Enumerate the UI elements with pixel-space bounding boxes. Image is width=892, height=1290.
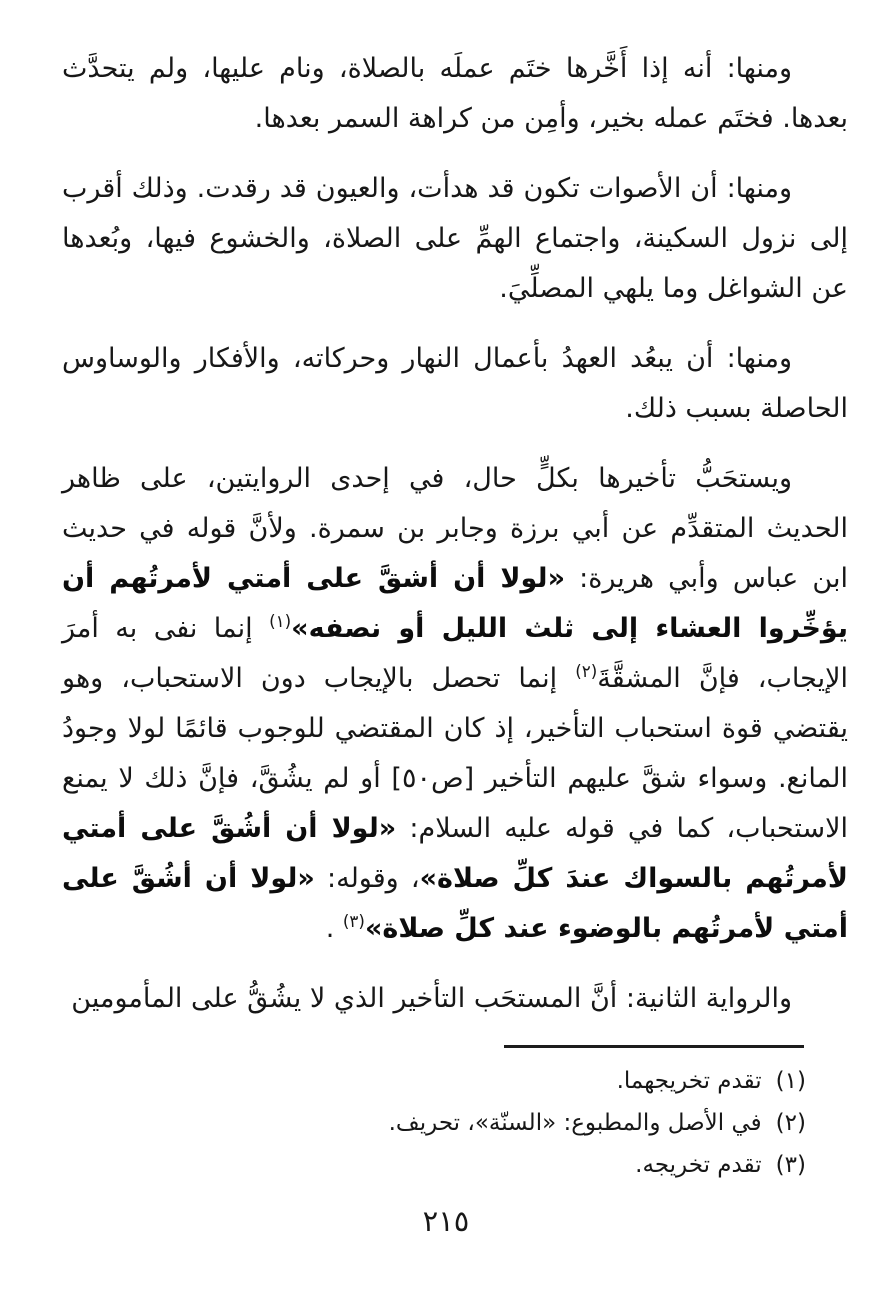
body-run: ومنها: أنه إذا أَخَّرها ختَم عملَه بالصلاة، ونام عليها، ولم يتحدَّث بعدها. فختَم عمله بخير، وأمِن من كراهة السمر بعدها. — [62, 53, 848, 134]
body-run: . — [325, 913, 343, 944]
body-run: ، وقوله: — [314, 863, 420, 894]
footnote-ref: (١) — [269, 611, 292, 631]
body-text — [62, 44, 848, 1044]
body-run: إنما تحصل بالإيجاب دون الاستحباب، وهو يقتضي قوة استحباب التأخير، إذ كان المقتضي للوجوب قائمًا لولا وجودُ المانع. وسواء شقَّ عليهم التأخير [ص٥٠] أو لم يشُقَّ، فإنَّ ذلك لا يمنع الاستحباب، كما في قوله عليه السلام: — [62, 663, 849, 844]
footnote-marker: (٣) — [775, 1152, 806, 1178]
footnote-ref: (٢) — [575, 661, 598, 681]
paragraph-1 — [62, 44, 848, 144]
body-run: ويستحَبُّ تأخيرها بكلٍّ حال، في إحدى الروايتين، على ظاهر الحديث المتقدِّم عن أبي برزة وجابر بن سمرة. ولأنَّ قوله في حديث ابن عباس وأبي هريرة: — [62, 463, 848, 594]
body-run: إنما نفى به أمرَ الإيجاب، فإنَّ المشقَّةَ — [62, 613, 848, 694]
paragraph-3 — [62, 334, 848, 434]
footnote-text: تقدم تخريجه. — [635, 1152, 762, 1178]
hadith-quote: «لولا أن أشُقَّ على أمتي لأمرتُهم بالسواك عندَ كلِّ صلاة» — [62, 813, 848, 894]
footnotes-block — [0, 1045, 806, 1186]
page-number: ٢١٥ — [422, 1204, 470, 1238]
paragraph-2 — [62, 164, 848, 314]
hadith-quote: «لولا أن أشُقَّ على أمتي لأمرتُهم بالوضوء عند كلِّ صلاة» — [62, 863, 848, 944]
footnote-item-2 — [0, 1102, 806, 1144]
paragraph-5 — [62, 974, 848, 1024]
body-run: ومنها: أن يبعُد العهدُ بأعمال النهار وحركاته، والأفكار والوساوس الحاصلة بسبب ذلك. — [62, 343, 848, 424]
body-run: والرواية الثانية: أنَّ المستحَب التأخير الذي لا يشُقُّ على المأمومين — [71, 983, 792, 1014]
footnote-item-1 — [0, 1060, 806, 1102]
footnote-text: في الأصل والمطبوع: «السنّة»، تحريف. — [388, 1110, 762, 1136]
footnote-item-3 — [0, 1144, 806, 1186]
footnote-ref: (٣) — [342, 911, 365, 931]
paragraph-4 — [62, 454, 848, 954]
footnote-text: تقدم تخريجهما. — [616, 1068, 762, 1094]
footnote-divider — [504, 1045, 804, 1048]
body-run: ومنها: أن الأصوات تكون قد هدأت، والعيون قد رقدت. وذلك أقرب إلى نزول السكينة، واجتماع الهمِّ على الصلاة، والخشوع فيها، وبُعدها عن الشواغل وما يلهي المصلِّيَ. — [62, 173, 848, 304]
footnote-marker: (١) — [775, 1068, 806, 1094]
footnote-marker: (٢) — [775, 1110, 806, 1136]
hadith-quote: «لولا أن أشقَّ على أمتي لأمرتُهم أن يؤخِّروا العشاء إلى ثلث الليل أو نصفه» — [62, 563, 848, 644]
